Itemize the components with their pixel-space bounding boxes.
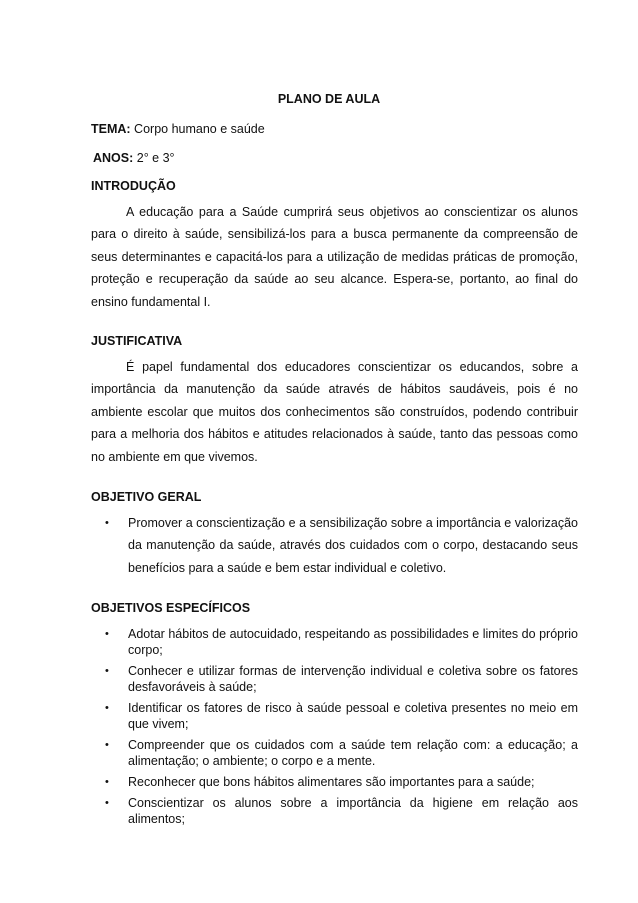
introducao-paragraph: A educação para a Saúde cumprirá seus objetivos ao conscientizar os alunos para o direito à saúde, sensibilizá-los para a busca permanente da compreensão de seus determinantes e capacitá-los para a utilização de medidas práticas de promoção, proteção e recuperação da saúde ao seu alcance. Espera-se, portanto, ao final do ensino fundamental I.	[91, 205, 578, 309]
bullet-icon: •	[105, 702, 109, 714]
tema-label: TEMA:	[91, 122, 131, 136]
objetivos-especificos-heading: OBJETIVOS ESPECÍFICOS	[91, 601, 251, 615]
list-item	[91, 663, 578, 695]
bullet-icon: •	[105, 739, 109, 751]
list-item-text: Conscientizar os alunos sobre a importância da higiene em relação aos alimentos;	[128, 796, 578, 826]
tema-value: Corpo humano e saúde	[130, 122, 265, 136]
list-item	[91, 774, 578, 790]
justificativa-paragraph: É papel fundamental dos educadores conscientizar os educandos, sobre a importância da manutenção da saúde através de hábitos saudáveis, pois é no ambiente escolar que muitos dos conhecimentos são construídos, podendo contribuir para a melhoria dos hábitos e atitudes relacionados à saúde, tanto das pessoas como no ambiente em que vivemos.	[91, 360, 578, 464]
document-title: PLANO DE AULA	[277, 92, 381, 106]
list-item	[91, 700, 578, 732]
list-item	[91, 737, 578, 769]
introducao-heading: INTRODUÇÃO	[91, 179, 176, 193]
bullet-icon: •	[105, 517, 109, 529]
justificativa-heading: JUSTIFICATIVA	[91, 334, 183, 348]
list-item	[91, 626, 578, 658]
list-item-text: Identificar os fatores de risco à saúde pessoal e coletiva presentes no meio em que vivem;	[128, 701, 578, 731]
objetivo-geral-list	[91, 512, 578, 579]
list-item-text: Compreender que os cuidados com a saúde tem relação com: a educação; a alimentação; o ambiente; o corpo e a mente.	[128, 738, 578, 768]
list-item	[91, 795, 578, 827]
list-item	[91, 512, 578, 579]
bullet-icon: •	[105, 628, 109, 640]
tema-line	[91, 122, 265, 136]
list-item-text: Adotar hábitos de autocuidado, respeitando as possibilidades e limites do próprio corpo;	[128, 627, 578, 657]
objetivos-especificos-list	[91, 626, 578, 832]
anos-line	[93, 151, 175, 165]
objetivo-geral-heading: OBJETIVO GERAL	[91, 490, 202, 504]
list-item-text: Promover a conscientização e a sensibilização sobre a importância e valorização da manutenção da saúde, através dos cuidados com o corpo, destacando seus benefícios para a saúde e bem estar individual e coletivo.	[128, 516, 578, 575]
bullet-icon: •	[105, 797, 109, 809]
anos-label: ANOS:	[93, 151, 134, 165]
list-item-text: Reconhecer que bons hábitos alimentares são importantes para a saúde;	[128, 775, 535, 789]
bullet-icon: •	[105, 776, 109, 788]
list-item-text: Conhecer e utilizar formas de intervenção individual e coletiva sobre os fatores desfavoráveis à saúde;	[128, 664, 578, 694]
anos-value: 2° e 3°	[133, 151, 175, 165]
bullet-icon: •	[105, 665, 109, 677]
